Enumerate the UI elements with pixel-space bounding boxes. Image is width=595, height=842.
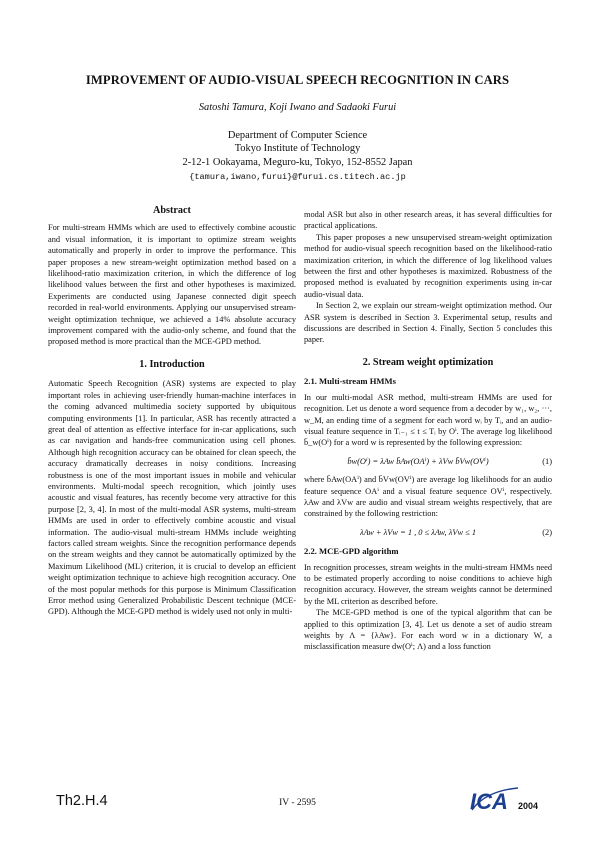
intro-paragraph-2: This paper proposes a new unsupervised stream-weight optimization method for audio-visual speech recognition based on the likelihood-ratio maximization criterion, in which the difference of log likelihood values between the first and other hypotheses is maximized. Robustness of the proposed method is evaluated by recognition experiments using in-car audio-visual data.: [304, 232, 552, 299]
intro-text: Automatic Speech Recognition (ASR) systems are expected to play important roles in achieving user-friendly human-machine interfaces in the coming advanced multimedia society supported by ubiquitous computing environments [1]. In particular, ASR has recently attracted a great deal of attention as effective interface for in-car applications, such as car navigation and hands-free communication using cell phones. Although high recognition accuracy can be obtained for clean speech, the accuracy dramatically decreases in noisy conditions. Increasing robustness is one of the most important issues in mobile and vehicular environments. Multi-modal speech recognition, which jointly uses acoustic and visual features, has recently become very attractive for this purpose [2, 3, 4]. In most of the multi-modal ASR systems, multi-stream HMMs are used in order to effectively combine acoustic and visual information. The audio-visual multi-stream HMMs include weighting factors called stream weights. Since the recognition performance depends on the stream weights and they cannot be automatically optimized by the Maximum Likelihood (ML) criterion, it is crucial to develop an efficient weight optimization technique to achieve high recognition accuracy. One of the most popular methods for this purpose is Minimum Classification Error method using Generalized Probabilistic Descent technique (MCE-GPD). Although the MCE-GPD method is widely used not only in multi-: [48, 379, 296, 617]
equation-2: [304, 527, 552, 538]
paper-authors: Satoshi Tamura, Koji Iwano and Sadaoki Furui: [198, 102, 397, 113]
logo-text: ICA: [470, 789, 508, 814]
subsection21-heading: 2.1. Multi-stream HMMs: [304, 376, 396, 387]
affiliation-institute: Tokyo Institute of Technology: [234, 143, 361, 155]
equation-2-number: (2): [542, 527, 552, 537]
intro-continuation: modal ASR but also in other research areas, it has several difficulties for practical applications.: [304, 210, 552, 231]
equation-1-explanation: where b̄Aw(OAⁱ) and b̄Vw(OVⁱ) are average log likelihoods for an audio feature sequence OAⁱ and a visual feature sequence OVⁱ, respectively. λAw and λVw are audio and visual stream weights respectively, that are constrained by the following restriction:: [304, 475, 552, 519]
equation-1-body: b̄w(Oⁱ) = λAw b̄Aw(OAⁱ) + λVw b̄Vw(OVⁱ): [347, 456, 489, 466]
equation-1: [304, 456, 552, 467]
intro-heading: 1. Introduction: [139, 358, 205, 370]
equation-2-body: λAw + λVw = 1 , 0 ≤ λAw, λVw ≤ 1: [359, 527, 477, 537]
left-column: [48, 205, 296, 618]
icassp-logo: [466, 784, 550, 816]
affiliation: [0, 129, 595, 169]
page-number: IV - 2595: [279, 798, 316, 808]
affiliation-address: 2-12-1 Ookayama, Meguro-ku, Tokyo, 152-8552 Japan: [182, 156, 413, 168]
logo-year: 2004: [518, 801, 539, 811]
abstract-heading: Abstract: [153, 205, 191, 216]
subsection21-text: In our multi-modal ASR method, multi-stream HMMs are used for recognition. Let us denote a word sequence from a decoder by w₁, w₂, ···, w_M, an ending time of a segment for each word wᵢ by Tᵢ, and an audio-visual feature sequence in Tᵢ₋₁ ≤ t ≤ Tᵢ by Oⁱ. The average log likelihood b̄_w(Oⁱ) for a word w is represented by the following expression:: [304, 392, 552, 448]
session-id: Th2.H.4: [56, 793, 108, 809]
author-email: {tamura,iwano,furui}@furui.cs.titech.ac.jp: [189, 172, 406, 182]
subsection22-text: In recognition processes, stream weights in the multi-stream HMMs need to be estimated properly according to noise conditions to achieve high recognition accuracy. However, the stream weights cannot be determined by the ML criterion as described before.: [304, 562, 552, 606]
paper-title: IMPROVEMENT OF AUDIO-VISUAL SPEECH RECOGNITION IN CARS: [85, 73, 510, 87]
section2-heading: 2. Stream weight optimization: [362, 356, 494, 368]
intro-paragraph-3: In Section 2, we explain our stream-weight optimization method. Our ASR system is described in Section 3. Experimental setup, results and discussions are described in Section 4. Finally, Section 5 concludes this paper.: [304, 301, 552, 345]
equation-1-number: (1): [542, 456, 552, 466]
subsection22-heading: 2.2. MCE-GPD algorithm: [304, 546, 399, 557]
subsection22-paragraph-2: The MCE-GPD method is one of the typical algorithm that can be applied to this optimization [3, 4]. Let us denote a set of audio stream weights by Λ = {λAw}. For each word w in a dictionary W, a misclassification measure dw(Oⁱ; Λ) and a loss function: [304, 608, 552, 652]
affiliation-department: Department of Computer Science: [227, 130, 368, 141]
abstract-text: For multi-stream HMMs which are used to effectively combine acoustic and visual information, it is important to optimize stream weights automatically and properly in order to improve the performance. This paper proposes a new stream-weight optimization method based on a likelihood-ratio maximization criterion, in which the difference of log likelihood values between the first and other hypotheses is maximized. Experiments are conducted using Japanese connected digit speech recorded in real-world environments. Applying our unsupervised stream-weight optimization technique, we achieved a 14% absolute accuracy improvement compared with the audio-only scheme, and found that the proposed method is more practical than the MCE-GPD method.: [48, 223, 296, 347]
right-column: [304, 209, 552, 653]
